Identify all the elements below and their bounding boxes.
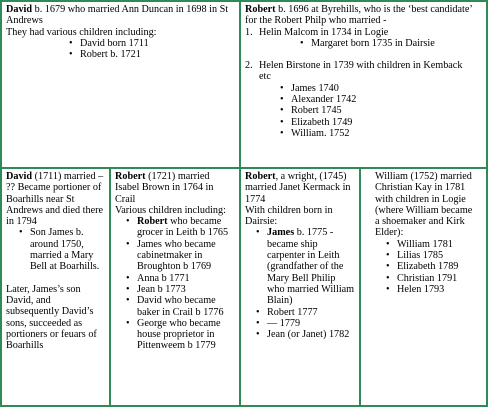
marriage-2 bbox=[245, 60, 482, 83]
list-item: • James 1740 bbox=[291, 83, 482, 94]
marriage-1 bbox=[245, 27, 482, 38]
list-item: • Son James b. around 1750, married a Mary Bell at Boarhills. bbox=[30, 227, 105, 272]
children-list bbox=[30, 227, 105, 272]
cell-david-1679 bbox=[0, 0, 241, 169]
cell-intro: Robert (1721) married Isabel Brown in 1764 in Crail bbox=[115, 171, 214, 205]
cell-robert-1721 bbox=[109, 167, 241, 407]
cell-intro: David (1711) married – ?? Became portioner of Boarhills near St Andrews and died there in 1794 bbox=[6, 171, 104, 228]
cell-subheading: Various children including: bbox=[115, 204, 226, 216]
list-item: • James b. 1775 - became ship carpenter in Leith (grandfather of the Mary Bell Philip who married William Blain) bbox=[267, 227, 355, 306]
list-item: • David who became baker in Crail b 1776 bbox=[137, 295, 235, 318]
person-name: David bbox=[6, 171, 33, 182]
cell-intro: David b. 1679 who married Ann Duncan in 1698 in St Andrews bbox=[6, 4, 229, 27]
marriage-text: Helen Birstone in 1739 with children in Kemback etc bbox=[259, 60, 463, 83]
list-item: • James who became cabinetmaker in Broughton b 1769 bbox=[137, 239, 235, 273]
list-item: • Helen 1793 bbox=[397, 284, 482, 295]
list-item: • Anna b 1771 bbox=[137, 273, 235, 284]
list-item: • Alexander 1742 bbox=[291, 94, 482, 105]
person-name: David bbox=[6, 4, 33, 15]
list-item: • Robert 1777 bbox=[267, 307, 355, 318]
list-item: • Christian 1791 bbox=[397, 273, 482, 284]
cell-william-1752 bbox=[359, 167, 488, 407]
cell-subheading: They had various children including: bbox=[6, 26, 157, 38]
cell-note: Later, James’s son David, and subsequently David’s sons, succeeded as portioners or feuars of Boarhills bbox=[6, 283, 97, 352]
children-list bbox=[137, 216, 235, 352]
marriage-number: 2. bbox=[245, 60, 253, 72]
children-list bbox=[291, 83, 482, 139]
children-list bbox=[80, 38, 235, 61]
children-list bbox=[267, 227, 355, 340]
list-item: • William. 1752 bbox=[291, 128, 482, 139]
list-item: • Elizabeth 1749 bbox=[291, 117, 482, 128]
cell-intro: Robert b. 1696 at Byrehills, who is the ‘best candidate’ for the Robert Philp who married - bbox=[245, 4, 473, 27]
list-item: • William 1781 bbox=[397, 239, 482, 250]
list-item: • Elizabeth 1789 bbox=[397, 261, 482, 272]
child-name: Robert bbox=[137, 216, 168, 228]
cell-intro: Robert, a wright, (1745) married Janet Kermack in 1774 bbox=[245, 171, 351, 205]
cell-robert-1696 bbox=[239, 0, 488, 169]
list-item: • Robert b. 1721 bbox=[80, 49, 235, 60]
list-item: • George who became house proprietor in Pittenweem b 1779 bbox=[137, 318, 235, 352]
children-list bbox=[311, 38, 482, 49]
list-item: • Lilias 1785 bbox=[397, 250, 482, 261]
marriage-text: Helin Malcom in 1734 in Logie bbox=[259, 26, 389, 38]
cell-robert-1745 bbox=[239, 167, 361, 407]
marriage-number: 1. bbox=[245, 26, 253, 38]
person-name: Robert bbox=[115, 171, 146, 182]
list-item: • David born 1711 bbox=[80, 38, 235, 49]
cell-david-1711 bbox=[0, 167, 111, 407]
cell-intro: William (1752) married Christian Kay in 1781 with children in Logie (where William became a shoemaker and Kirk Elder): bbox=[375, 171, 473, 239]
list-item: • — 1779 bbox=[267, 318, 355, 329]
person-name: Robert bbox=[245, 171, 276, 182]
cell-subheading: With children born in Dairsie: bbox=[245, 204, 333, 228]
children-list bbox=[397, 239, 482, 295]
list-item: • Margaret born 1735 in Dairsie bbox=[311, 38, 482, 49]
list-item: • Jean b 1773 bbox=[137, 284, 235, 295]
list-item: • Robert who became grocer in Leith b 1765 bbox=[137, 216, 235, 239]
list-item: • Robert 1745 bbox=[291, 105, 482, 116]
child-name: James bbox=[267, 227, 295, 239]
person-name: Robert bbox=[245, 4, 276, 15]
list-item: • Jean (or Janet) 1782 bbox=[267, 329, 355, 340]
